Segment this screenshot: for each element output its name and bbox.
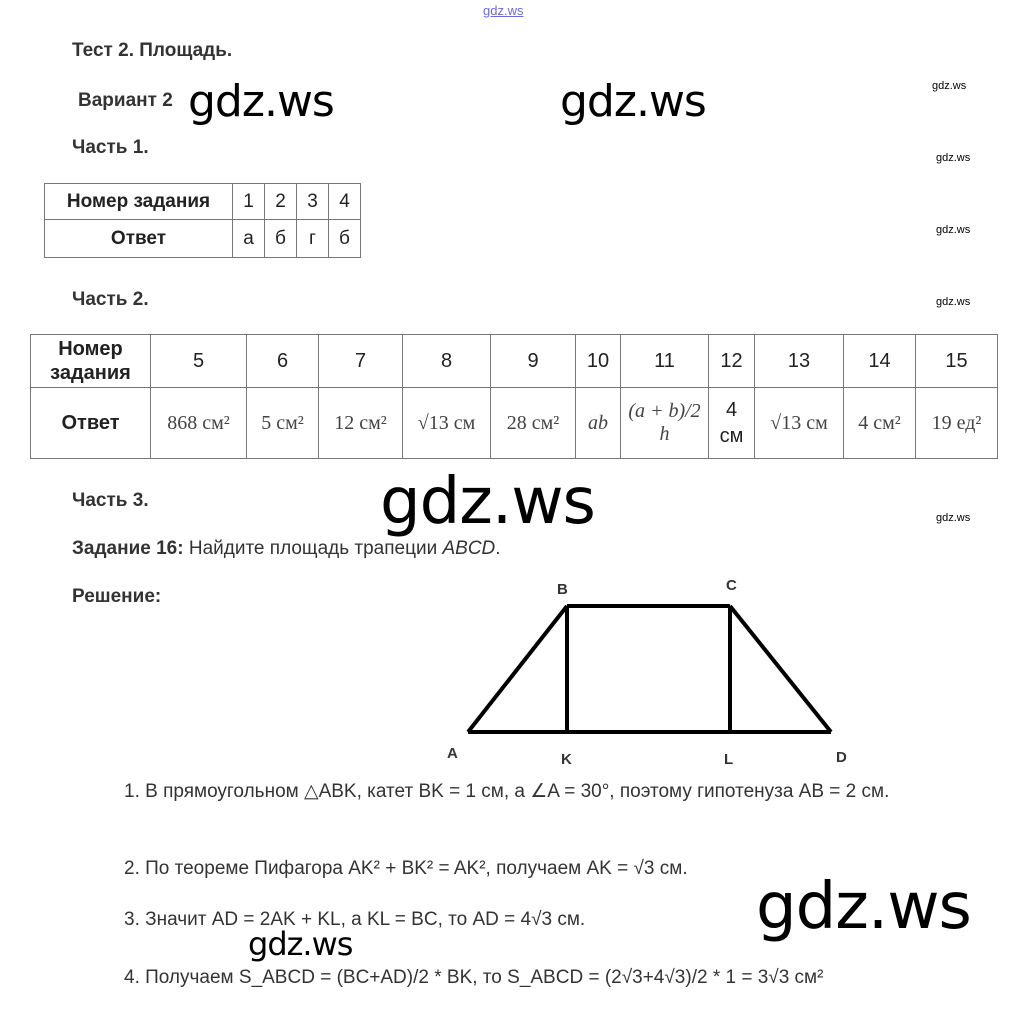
task-label: Задание 16: — [72, 538, 184, 559]
page-title: Тест 2. Площадь. — [72, 40, 233, 61]
watermark: gdz.ws — [756, 870, 971, 944]
task-number: 14 — [844, 335, 916, 388]
part2-heading: Часть 2. — [72, 289, 149, 310]
point-l: L — [724, 751, 734, 768]
answer-cell: 12 см² — [319, 388, 403, 459]
task-end: . — [495, 538, 501, 559]
vertex-c: C — [726, 577, 737, 594]
row-header: Номер задания — [45, 184, 233, 220]
side-cd — [730, 606, 831, 732]
answer-cell: 868 см² — [151, 388, 247, 459]
solution-label: Решение: — [72, 586, 162, 607]
task-figure: ABCD — [442, 538, 496, 559]
answer-cell: 19 ед² — [916, 388, 998, 459]
variant-label: Вариант 2 — [78, 90, 173, 111]
answer-cell: 5 см² — [247, 388, 319, 459]
side-ab — [468, 606, 567, 732]
task-number: 7 — [319, 335, 403, 388]
task-number: 13 — [755, 335, 844, 388]
task-number: 4 — [329, 184, 361, 220]
task-number: 9 — [491, 335, 576, 388]
task-number: 5 — [151, 335, 247, 388]
answer-cell: 4 см² — [844, 388, 916, 459]
solution-step-3: 3. Значит AD = 2AK + KL, а KL = BC, то AD = 4√3 см. — [124, 909, 586, 930]
watermark: gdz.ws — [380, 465, 595, 539]
watermark: gdz.ws — [932, 80, 967, 92]
answer-cell: б — [329, 220, 361, 258]
watermark: gdz.ws — [936, 512, 971, 524]
vertex-a: A — [447, 745, 458, 762]
watermark: gdz.ws — [936, 224, 971, 236]
answer-cell: г — [297, 220, 329, 258]
solution-step-4: 4. Получаем S_ABCD = (BC+AD)/2 * BK, то S_ABCD = (2√3+4√3)/2 * 1 = 3√3 см² — [124, 967, 824, 988]
watermark-top-link[interactable]: gdz.ws — [483, 3, 524, 18]
answer-cell: √13 см — [755, 388, 844, 459]
part1-heading: Часть 1. — [72, 137, 149, 158]
task-number: 11 — [621, 335, 709, 388]
answer-cell: ab — [576, 388, 621, 459]
answer-cell: (a + b)/2 h — [621, 388, 709, 459]
answer-header: Ответ — [31, 388, 151, 459]
answer-cell: 4 см — [709, 388, 755, 459]
task-number: 15 — [916, 335, 998, 388]
watermark: gdz.ws — [936, 296, 971, 308]
answer-cell: а — [233, 220, 265, 258]
watermark: gdz.ws — [560, 76, 706, 127]
watermark: gdz.ws — [248, 925, 353, 963]
task-number: 1 — [233, 184, 265, 220]
row-header: Номер задания — [31, 335, 151, 388]
vertex-b: B — [557, 581, 568, 598]
point-k: K — [561, 751, 572, 768]
answer-cell: б — [265, 220, 297, 258]
vertex-d: D — [836, 749, 847, 766]
watermark: gdz.ws — [188, 76, 334, 127]
task-number: 12 — [709, 335, 755, 388]
task-number: 2 — [265, 184, 297, 220]
part3-heading: Часть 3. — [72, 490, 149, 511]
task-number: 6 — [247, 335, 319, 388]
solution-step-1: 1. В прямоугольном △ABK, катет BK = 1 см, а ∠A = 30°, поэтому гипотенуза AB = 2 см. — [124, 781, 890, 802]
task-text: Найдите площадь трапеции — [183, 538, 443, 559]
task-number: 3 — [297, 184, 329, 220]
answer-cell: √13 см — [403, 388, 491, 459]
answer-cell: 28 см² — [491, 388, 576, 459]
task-number: 8 — [403, 335, 491, 388]
watermark: gdz.ws — [936, 152, 971, 164]
task-number: 10 — [576, 335, 621, 388]
answer-header: Ответ — [45, 220, 233, 258]
solution-step-2: 2. По теореме Пифагора AK² + BK² = AK², получаем AK = √3 см. — [124, 858, 688, 879]
